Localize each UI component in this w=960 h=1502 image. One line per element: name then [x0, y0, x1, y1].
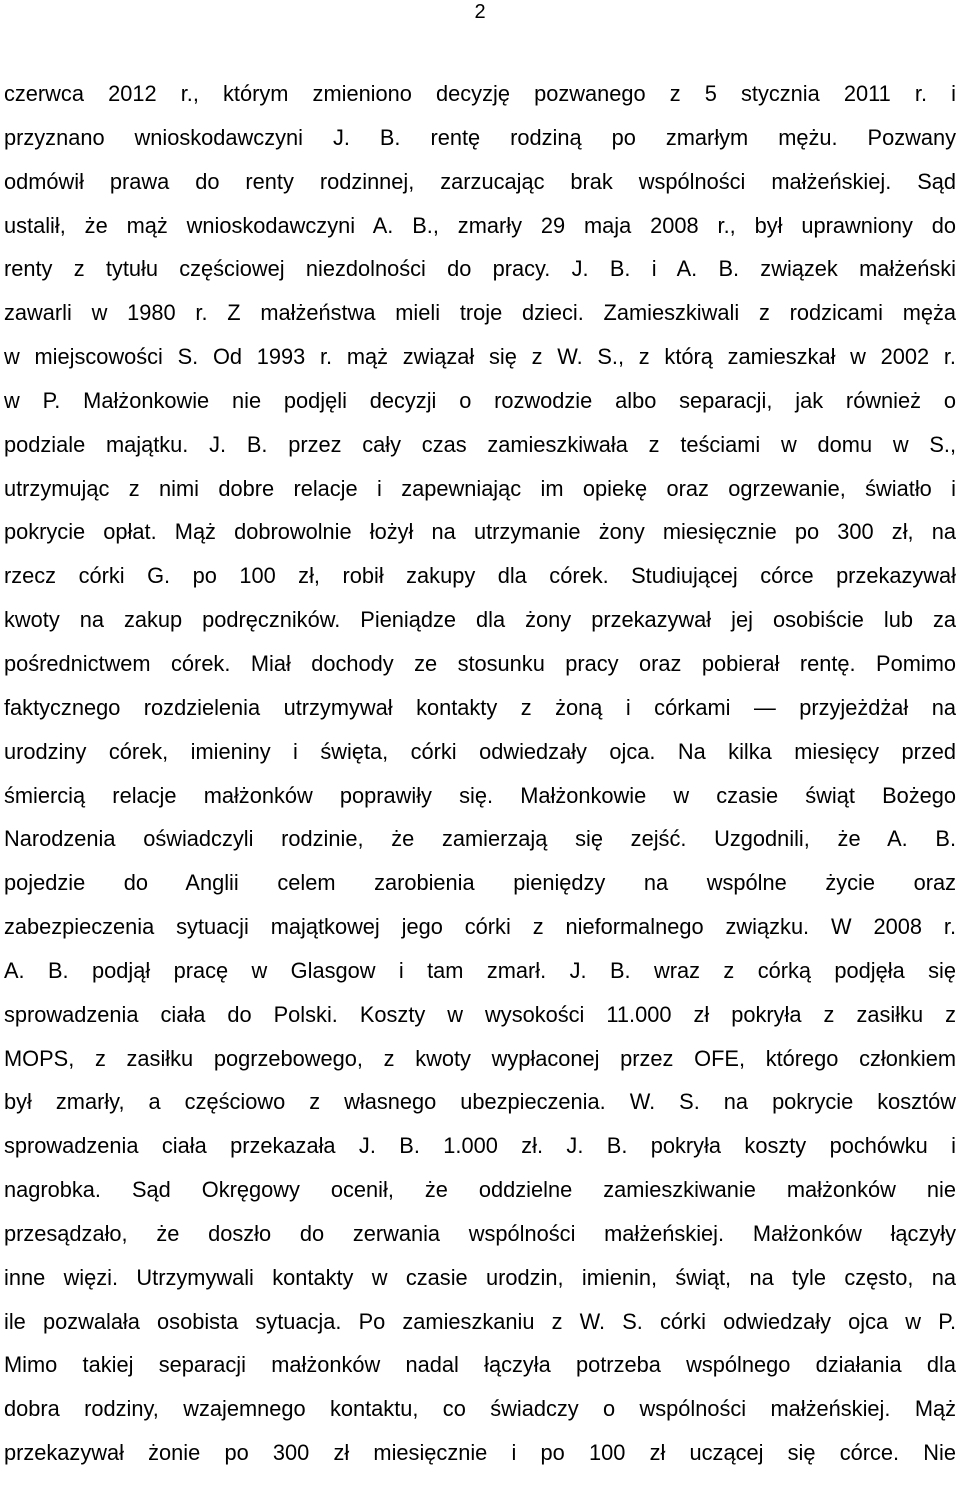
text-line: był zmarły, a częściowo z własnego ubezpieczenia. W. S. na pokrycie kosztów — [4, 1089, 956, 1115]
text-line: inne więzi. Utrzymywali kontakty w czasie urodzin, imienin, świąt, na tyle często, na — [4, 1264, 956, 1290]
text-line: A. B. podjął pracę w Glasgow i tam zmarł. J. B. wraz z córką podjęła się — [4, 957, 956, 983]
text-line: podziale majątku. J. B. przez cały czas zamieszkiwała z teściami w domu w S., — [4, 431, 956, 457]
text-line: MOPS, z zasiłku pogrzebowego, z kwoty wypłaconej przez OFE, którego członkiem — [4, 1045, 956, 1071]
text-line: w P. Małżonkowie nie podjęli decyzji o rozwodzie albo separacji, jak również o — [4, 387, 956, 413]
text-line: w miejscowości S. Od 1993 r. mąż związał się z W. S., z którą zamieszkał w 2002 r. — [4, 344, 956, 370]
text-line: Narodzenia oświadczyli rodzinie, że zamierzają się zejść. Uzgodnili, że A. B. — [4, 826, 956, 852]
text-line: kwoty na zakup podręczników. Pieniądze dla żony przekazywał jej osobiście lub za — [4, 607, 956, 633]
body-text — [4, 72, 956, 1475]
text-line: Mimo takiej separacji małżonków nadal łączyła potrzeba wspólnego działania dla — [4, 1352, 956, 1378]
text-line: dobra rodziny, wzajemnego kontaktu, co świadczy o wspólności małżeńskiej. Mąż — [4, 1396, 956, 1422]
text-line: pojedzie do Anglii celem zarobienia pieniędzy na wspólne życie oraz — [4, 870, 956, 896]
text-line: pokrycie opłat. Mąż dobrowolnie łożył na utrzymanie żony miesięcznie po 300 zł, na — [4, 519, 956, 545]
text-line: sprowadzenia ciała przekazała J. B. 1.000 zł. J. B. pokryła koszty pochówku i — [4, 1133, 956, 1159]
text-line: rzecz córki G. po 100 zł, robił zakupy dla córek. Studiującej córce przekazywał — [4, 563, 956, 589]
text-line: faktycznego rozdzielenia utrzymywał kontakty z żoną i córkami — przyjeżdżał na — [4, 694, 956, 720]
text-line: renty z tytułu częściowej niezdolności do pracy. J. B. i A. B. związek małżeński — [4, 256, 956, 282]
text-line: czerwca 2012 r., którym zmieniono decyzję pozwanego z 5 stycznia 2011 r. i — [4, 81, 956, 106]
text-line: zawarli w 1980 r. Z małżeństwa mieli troje dzieci. Zamieszkiwali z rodzicami męża — [4, 300, 956, 326]
text-line: przekazywał żonie po 300 zł miesięcznie i po 100 zł uczącej się córce. Nie — [4, 1440, 956, 1466]
text-line: sprowadzenia ciała do Polski. Koszty w wysokości 11.000 zł pokryła z zasiłku z — [4, 1001, 956, 1027]
text-line: utrzymując z nimi dobre relacje i zapewniając im opiekę oraz ogrzewanie, światło i — [4, 475, 956, 501]
text-line: nagrobka. Sąd Okręgowy ocenił, że oddzielne zamieszkiwanie małżonków nie — [4, 1177, 956, 1203]
text-line: odmówił prawa do renty rodzinnej, zarzucając brak wspólności małżeńskiej. Sąd — [4, 168, 956, 194]
text-line: przesądzało, że doszło do zerwania wspólności małżeńskiej. Małżonków łączyły — [4, 1220, 956, 1246]
text-line: śmiercią relacje małżonków poprawiły się. Małżonkowie w czasie świąt Bożego — [4, 782, 956, 808]
text-line: zabezpieczenia sytuacji majątkowej jego córki z nieformalnego związku. W 2008 r. — [4, 914, 956, 940]
text-line: pośrednictwem córek. Miał dochody ze stosunku pracy oraz pobierał rentę. Pomimo — [4, 650, 956, 676]
text-line: ustalił, że mąż wnioskodawczyni A. B., zmarły 29 maja 2008 r., był uprawniony do — [4, 212, 956, 238]
text-line: przyznano wnioskodawczyni J. B. rentę rodziną po zmarłym mężu. Pozwany — [4, 124, 956, 150]
text-line: ile pozwalała osobista sytuacja. Po zamieszkaniu z W. S. córki odwiedzały ojca w P. — [4, 1308, 956, 1334]
text-line: urodziny córek, imieniny i święta, córki odwiedzały ojca. Na kilka miesięcy przed — [4, 738, 956, 764]
page-number: 2 — [474, 1, 486, 23]
